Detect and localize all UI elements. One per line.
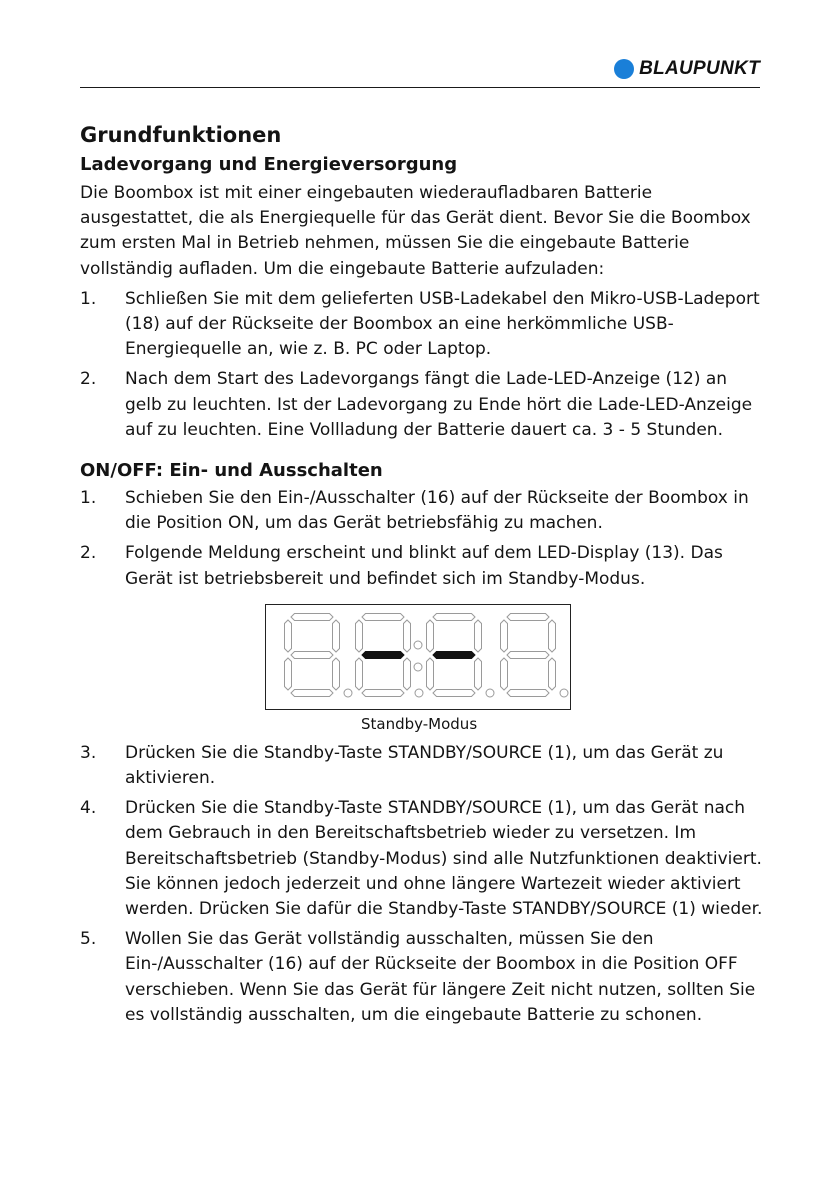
step-text: Nach dem Start des Ladevorgangs fängt die Lade-LED-Anzeige (12) an gelb zu leuchten. Ist der Ladevorgang zu Ende hört die Lade-LED-Anzeige auf zu leuchten. Eine Vollladung der Batterie dauert ca. 3 - 5 Stunden. xyxy=(125,369,753,440)
page-content xyxy=(80,122,765,1028)
list-item xyxy=(80,927,765,1028)
segment-top xyxy=(507,613,549,620)
segment-upper-right xyxy=(333,620,340,652)
decimal-point-icon xyxy=(486,689,494,697)
segment-lower-right xyxy=(333,658,340,690)
segment-upper-right xyxy=(549,620,556,652)
step-number: 3. xyxy=(80,742,97,763)
step-text: Drücken Sie die Standby-Taste STANDBY/SOURCE (1), um das Gerät nach dem Gebrauch in den Bereitschaftsbetrieb wieder zu versetzen. Im Bereitschaftsbetrieb (Standby-Modus) sind alle Nutzfunktionen deaktiviert. Sie können jedoch jederzeit und ohne längere Wartezeit wieder aktiviert werden. Drücken Sie dafür die Standby-Taste STANDBY/SOURCE (1) wieder. xyxy=(125,798,763,920)
segment-middle xyxy=(291,651,333,658)
page-title: Grundfunktionen xyxy=(80,123,282,147)
segment-bottom xyxy=(362,689,404,696)
step-text: Drücken Sie die Standby-Taste STANDBY/SOURCE (1), um das Gerät zu aktivieren. xyxy=(125,742,724,789)
segment-middle xyxy=(362,651,404,658)
onoff-steps-before-figure xyxy=(80,486,765,592)
list-item xyxy=(80,486,765,536)
segment-lower-right xyxy=(404,658,411,690)
section-intro-charging: Die Boombox ist mit einer eingebauten wiederaufladbaren Batterie ausgestattet, die als Energiequelle für das Gerät dient. Bevor Sie die Boombox zum ersten Mal in Betrieb nehmen, müssen Sie die eingebaute Batterie vollständig aufladen. Um die eingebaute Batterie aufzuladen: xyxy=(80,183,751,279)
list-item xyxy=(80,541,765,591)
brand-logo xyxy=(614,58,760,80)
onoff-steps-after-figure xyxy=(80,741,765,1028)
segment-lower-left xyxy=(427,658,434,690)
led-display-frame xyxy=(265,604,571,710)
segment-lower-left xyxy=(356,658,363,690)
step-number: 4. xyxy=(80,798,97,819)
step-number: 5. xyxy=(80,929,97,950)
decimal-point-icon xyxy=(344,689,352,697)
list-item xyxy=(80,287,765,363)
step-number: 1. xyxy=(80,288,97,309)
step-text: Schieben Sie den Ein-/Ausschalter (16) auf der Rückseite der Boombox in die Position ON, um das Gerät betriebsfähig zu machen. xyxy=(125,488,749,534)
standby-figure xyxy=(80,604,765,733)
segment-bottom xyxy=(291,689,333,696)
figure-caption: Standby-Modus xyxy=(361,714,478,733)
segment-top xyxy=(433,613,475,620)
segment-bottom xyxy=(433,689,475,696)
colon-dot-icon xyxy=(414,663,422,671)
decimal-point-icon xyxy=(560,689,568,697)
list-item xyxy=(80,796,765,922)
segment-upper-left xyxy=(356,620,363,652)
step-text: Wollen Sie das Gerät vollständig ausschalten, müssen Sie den Ein-/Ausschalter (16) auf der Rückseite der Boombox in die Position OFF verschieben. Wenn Sie das Gerät für längere Zeit nicht nutzen, sollten Sie es vollständig ausschalten, um die eingebaute Batterie zu schonen. xyxy=(125,929,756,1025)
brand-name: BLAUPUNKT xyxy=(639,58,760,79)
step-text: Folgende Meldung erscheint und blinkt auf dem LED-Display (13). Das Gerät ist betriebsbereit und befindet sich im Standby-Modus. xyxy=(125,543,723,589)
step-number: 1. xyxy=(80,488,97,509)
segment-upper-left xyxy=(501,620,508,652)
step-number: 2. xyxy=(80,543,97,564)
led-display-standby-icon xyxy=(266,605,570,709)
section-heading-onoff: ON/OFF: Ein- und Ausschalten xyxy=(80,460,383,482)
decimal-point-icon xyxy=(415,689,423,697)
segment-top xyxy=(291,613,333,620)
page-header xyxy=(80,58,760,88)
segment-bottom xyxy=(507,689,549,696)
segment-upper-right xyxy=(404,620,411,652)
brand-dot-icon xyxy=(614,59,634,79)
segment-lower-left xyxy=(285,658,292,690)
segment-upper-right xyxy=(475,620,482,652)
colon-dot-icon xyxy=(414,641,422,649)
segment-upper-left xyxy=(427,620,434,652)
segment-middle xyxy=(507,651,549,658)
step-text: Schließen Sie mit dem gelieferten USB-Ladekabel den Mikro-USB-Ladeport (18) auf der Rückseite der Boombox an eine herkömmliche USB-Energiequelle an, wie z. B. PC oder Laptop. xyxy=(125,288,760,360)
segment-middle xyxy=(433,651,475,658)
segment-lower-right xyxy=(549,658,556,690)
charging-steps xyxy=(80,287,765,443)
segment-lower-right xyxy=(475,658,482,690)
list-item xyxy=(80,741,765,791)
section-heading-charging: Ladevorgang und Energieversorgung xyxy=(80,154,458,175)
segment-upper-left xyxy=(285,620,292,652)
step-number: 2. xyxy=(80,369,97,390)
segment-top xyxy=(362,613,404,620)
list-item xyxy=(80,367,765,443)
segment-lower-left xyxy=(501,658,508,690)
